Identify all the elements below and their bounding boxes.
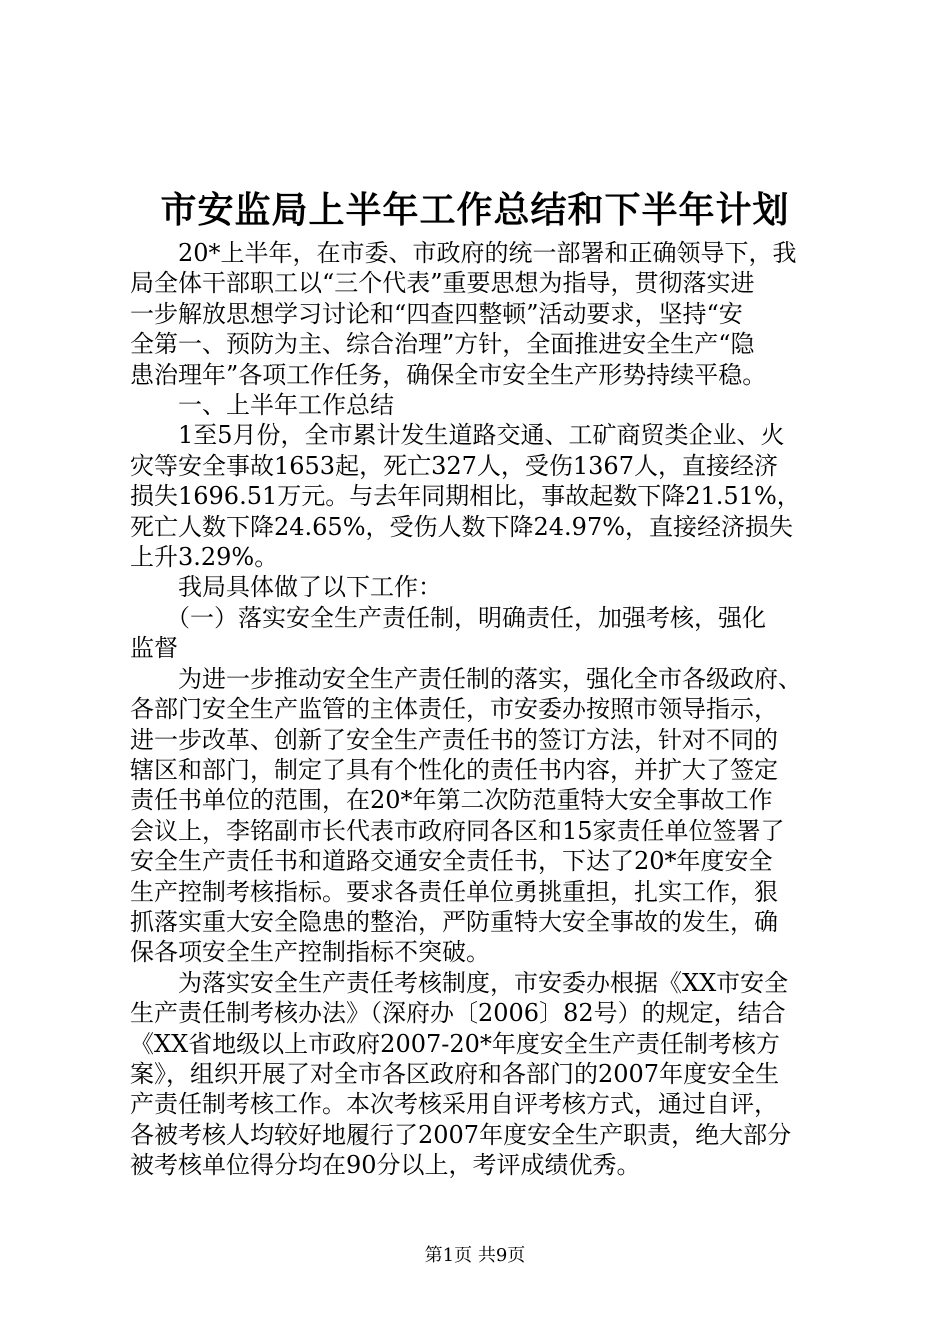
text-line: 产责任制考核工作。本次考核采用自评考核方式，通过自评， [130,1090,778,1119]
text-line: 生产控制考核指标。要求各责任单位勇挑重担，扎实工作，狠 [130,877,778,906]
text-line: 各部门安全生产监管的主体责任，市安委办按照市领导指示， [130,695,778,724]
text-line: 死亡人数下降24.65%，受伤人数下降24.97%，直接经济损失 [130,512,794,541]
page-title: 市安监局上半年工作总结和下半年计划 [160,189,790,231]
text-line: 被考核单位得分均在90分以上，考评成绩优秀。 [130,1151,641,1180]
body-paragraph [130,238,830,1181]
text-line: 为落实安全生产责任考核制度，市安委办根据《XX市安全 [130,968,789,997]
text-line: 20*上半年，在市委、市政府的统一部署和正确领导下，我 [130,239,797,267]
subsection-heading: 监督 [130,634,178,663]
document-body [130,238,830,1181]
page-number-footer: 第1页 共9页 [424,1245,526,1266]
text-line: 安全生产责任书和道路交通安全责任书，下达了20*年度安全 [130,847,773,876]
text-line: 局全体干部职工以“三个代表”重要思想为指导，贯彻落实进 [130,269,755,298]
text-line: 一步解放思想学习讨论和“四查四整顿”活动要求，坚持“安 [130,299,743,328]
text-line: 进一步改革、创新了安全生产责任书的签订方法，针对不同的 [130,725,778,754]
text-line: 辖区和部门，制定了具有个性化的责任书内容，并扩大了签定 [130,755,778,784]
text-line: 损失1696.51万元。与去年同期相比，事故起数下降21.51%， [130,482,801,511]
text-line: 各被考核人均较好地履行了2007年度安全生产职责，绝大部分 [130,1120,792,1149]
section-heading: 一、上半年工作总结 [130,391,394,420]
text-line: 全第一、预防为主、综合治理”方针，全面推进安全生产“隐 [130,330,755,359]
text-line: 为进一步推动安全生产责任制的落实，强化全市各级政府、 [130,664,802,693]
text-line: 生产责任制考核办法》（深府办〔2006〕82号）的规定，结合 [130,999,786,1028]
text-line: 上升3.29%。 [130,543,279,572]
text-line: 责任书单位的范围，在20*年第二次防范重特大安全事故工作 [130,786,773,815]
text-line: 案》，组织开展了对全市各区政府和各部门的2007年度安全生 [130,1059,780,1088]
text-line: 会议上，李铭副市长代表市政府同各区和15家责任单位签署了 [130,816,785,845]
text-line: 《XX省地级以上市政府2007-20*年度安全生产责任制考核方 [130,1029,780,1058]
text-line: 1至5月份，全市累计发生道路交通、工矿商贸类企业、火 [130,421,785,450]
text-line: 保各项安全生产控制指标不突破。 [130,938,490,967]
subsection-heading: （一）落实安全生产责任制，明确责任，加强考核，强化 [130,603,766,632]
text-line: 灾等安全事故1653起，死亡327人，受伤1367人，直接经济 [130,451,778,480]
text-line: 患治理年”各项工作任务，确保全市安全生产形势持续平稳。 [130,360,767,389]
text-line: 抓落实重大安全隐患的整治，严防重特大安全事故的发生，确 [130,907,778,936]
text-line: 我局具体做了以下工作： [130,573,442,602]
